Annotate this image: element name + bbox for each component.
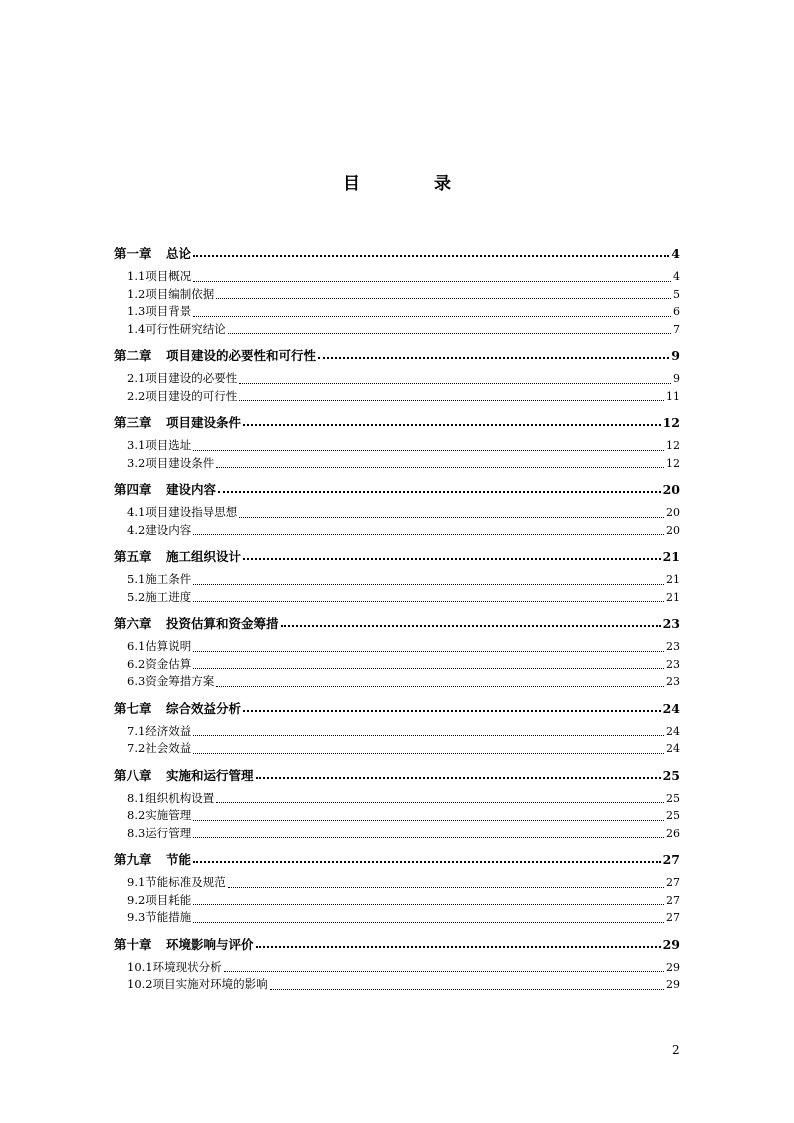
section-page-number: 11	[666, 389, 680, 403]
section-title: 1.4可行性研究结论	[127, 321, 226, 336]
toc-section-entry[interactable]	[114, 976, 680, 994]
toc-chapter-entry[interactable]	[114, 244, 680, 261]
toc-section-entry[interactable]	[114, 504, 680, 522]
dot-leader	[216, 801, 664, 803]
section-title: 1.3项目背景	[127, 304, 192, 318]
dot-leader	[218, 490, 661, 493]
toc-section-entry[interactable]	[114, 740, 680, 758]
chapter-page-number: 27	[662, 852, 680, 867]
toc-section-entry[interactable]	[114, 388, 680, 406]
section-title: 5.2施工进度	[127, 589, 192, 604]
chapter-title: 建设内容	[166, 482, 217, 497]
section-page-number: 27	[666, 911, 680, 924]
toc-chapter-entry[interactable]	[114, 766, 680, 783]
page-number: 2	[672, 1043, 680, 1057]
chapter-heading	[114, 850, 191, 868]
dot-leader	[239, 382, 671, 384]
section-page-number: 6	[673, 305, 680, 318]
chapter-heading	[114, 244, 191, 262]
toc-section-entry[interactable]	[114, 909, 680, 927]
dot-leader	[193, 921, 664, 923]
dot-leader	[193, 449, 664, 451]
toc-section-entry[interactable]	[114, 268, 680, 286]
dot-leader	[193, 600, 664, 602]
section-title: 6.3资金筹措方案	[127, 674, 215, 688]
section-title: 8.1组织机构设置	[127, 790, 215, 805]
toc-section-entry[interactable]	[114, 303, 680, 321]
section-page-number: 5	[673, 287, 680, 301]
section-page-number: 27	[666, 893, 680, 907]
section-title: 2.2项目建设的可行性	[127, 388, 238, 403]
chapter-number: 第四章	[114, 482, 152, 497]
section-title: 7.1经济效益	[127, 723, 192, 738]
section-page-number: 23	[666, 640, 680, 653]
toc-section-entry[interactable]	[114, 370, 680, 388]
section-page-number: 25	[666, 791, 680, 805]
chapter-heading	[114, 480, 216, 498]
dot-leader	[239, 516, 664, 518]
section-title: 10.2项目实施对环境的影响	[127, 977, 268, 991]
dot-leader	[228, 332, 671, 334]
chapter-number: 第九章	[114, 852, 152, 867]
section-title: 2.1项目建设的必要性	[127, 371, 238, 385]
chapter-page-number: 29	[662, 936, 680, 952]
chapter-number: 第十章	[114, 936, 152, 952]
chapter-number: 第一章	[114, 246, 152, 261]
section-title: 10.1环境现状分析	[127, 959, 222, 974]
toc-section-entry[interactable]	[114, 874, 680, 892]
dot-leader	[256, 776, 661, 779]
toc-chapter-entry[interactable]	[114, 547, 680, 564]
section-page-number: 7	[673, 322, 680, 336]
chapter-heading	[114, 547, 241, 565]
toc-section-entry[interactable]	[114, 825, 680, 843]
chapter-heading	[114, 413, 241, 431]
section-title: 9.3节能措施	[127, 910, 192, 924]
toc-section-entry[interactable]	[114, 455, 680, 473]
chapter-title: 节能	[166, 852, 192, 867]
toc-section-entry[interactable]	[114, 673, 680, 691]
chapter-number: 第六章	[114, 616, 152, 631]
chapter-title: 环境影响与评价	[166, 936, 254, 952]
dot-leader	[193, 903, 664, 905]
dot-leader	[216, 685, 664, 687]
toc-section-entry[interactable]	[114, 589, 680, 607]
chapter-number: 第二章	[114, 348, 152, 363]
dot-leader	[318, 356, 669, 359]
toc-section-entry[interactable]	[114, 656, 680, 674]
chapter-title: 项目建设条件	[166, 415, 242, 430]
section-page-number: 12	[666, 439, 680, 452]
section-title: 9.2项目耗能	[127, 892, 192, 907]
dot-leader	[193, 752, 664, 754]
section-title: 8.3运行管理	[127, 825, 192, 840]
toc-title: 目 录	[343, 174, 485, 194]
table-of-contents	[114, 244, 680, 994]
chapter-page-number: 12	[662, 415, 680, 430]
section-title: 6.2资金估算	[127, 656, 192, 671]
chapter-title: 施工组织设计	[166, 549, 242, 564]
dot-leader	[243, 557, 661, 560]
chapter-title: 实施和运行管理	[166, 767, 254, 783]
section-page-number: 21	[666, 573, 680, 586]
toc-section-entry[interactable]	[114, 790, 680, 808]
toc-chapter-entry[interactable]	[114, 413, 680, 430]
toc-section-entry[interactable]	[114, 959, 680, 977]
chapter-page-number: 20	[662, 482, 680, 497]
dot-leader	[239, 399, 664, 401]
chapter-title: 投资估算和资金筹措	[166, 616, 279, 631]
chapter-heading	[114, 699, 241, 717]
section-page-number: 24	[666, 724, 680, 738]
chapter-heading	[114, 346, 316, 364]
toc-section-entry[interactable]	[114, 286, 680, 304]
toc-section-entry[interactable]	[114, 723, 680, 741]
section-title: 7.2社会效益	[127, 741, 192, 755]
chapter-heading	[114, 766, 254, 784]
section-title: 1.1项目概况	[127, 269, 192, 283]
chapter-page-number: 4	[671, 246, 680, 261]
toc-section-entry[interactable]	[114, 437, 680, 455]
chapter-title: 总论	[166, 246, 192, 261]
toc-section-entry[interactable]	[114, 807, 680, 825]
dot-leader	[224, 970, 664, 972]
chapter-page-number: 25	[662, 767, 680, 783]
section-page-number: 25	[666, 809, 680, 822]
dot-leader	[193, 734, 664, 736]
section-page-number: 20	[666, 506, 680, 519]
section-page-number: 20	[666, 523, 680, 537]
chapter-number: 第七章	[114, 700, 152, 716]
dot-leader	[193, 533, 664, 535]
toc-chapter-entry[interactable]	[114, 346, 680, 363]
section-page-number: 29	[666, 960, 680, 974]
dot-leader	[193, 315, 671, 317]
toc-chapter-entry[interactable]	[114, 935, 680, 952]
dot-leader	[193, 860, 661, 863]
section-page-number: 24	[666, 742, 680, 755]
section-title: 1.2项目编制依据	[127, 286, 215, 301]
chapter-title: 项目建设的必要性和可行性	[166, 348, 317, 363]
section-title: 9.1节能标准及规范	[127, 875, 226, 889]
dot-leader	[243, 423, 661, 426]
dot-leader	[193, 667, 664, 669]
section-page-number: 23	[666, 675, 680, 688]
chapter-page-number: 24	[662, 700, 680, 716]
section-page-number: 9	[673, 372, 680, 385]
toc-chapter-entry[interactable]	[114, 850, 680, 867]
section-title: 3.2项目建设条件	[127, 455, 215, 470]
dot-leader	[193, 280, 671, 282]
section-page-number: 26	[666, 826, 680, 840]
dot-leader	[193, 819, 664, 821]
section-title: 8.2实施管理	[127, 808, 192, 822]
section-page-number: 4	[673, 270, 680, 283]
toc-chapter-entry[interactable]	[114, 614, 680, 631]
section-page-number: 29	[666, 978, 680, 991]
toc-chapter-entry[interactable]	[114, 480, 680, 497]
chapter-number: 第三章	[114, 415, 152, 430]
toc-section-entry[interactable]	[114, 522, 680, 540]
dot-leader	[281, 624, 661, 627]
chapter-heading	[114, 935, 254, 953]
chapter-page-number: 21	[662, 549, 680, 564]
toc-section-entry[interactable]	[114, 571, 680, 589]
chapter-page-number: 9	[671, 348, 680, 363]
section-page-number: 27	[666, 876, 680, 889]
dot-leader	[193, 650, 664, 652]
dot-leader	[270, 988, 664, 990]
section-title: 5.1施工条件	[127, 572, 192, 586]
dot-leader	[193, 583, 664, 585]
section-title: 3.1项目选址	[127, 438, 192, 452]
dot-leader	[216, 466, 664, 468]
section-title: 4.2建设内容	[127, 522, 192, 537]
dot-leader	[193, 254, 669, 257]
dot-leader	[243, 709, 661, 712]
toc-section-entry[interactable]	[114, 321, 680, 339]
section-page-number: 12	[666, 456, 680, 470]
chapter-page-number: 23	[662, 616, 680, 631]
toc-section-entry[interactable]	[114, 638, 680, 656]
section-page-number: 21	[666, 590, 680, 604]
chapter-title: 综合效益分析	[166, 700, 242, 716]
dot-leader	[193, 836, 664, 838]
chapter-number: 第五章	[114, 549, 152, 564]
chapter-number: 第八章	[114, 767, 152, 783]
toc-chapter-entry[interactable]	[114, 699, 680, 716]
dot-leader	[256, 945, 661, 948]
dot-leader	[216, 297, 671, 299]
section-title: 6.1估算说明	[127, 639, 192, 653]
toc-section-entry[interactable]	[114, 892, 680, 910]
section-title: 4.1项目建设指导思想	[127, 505, 238, 519]
section-page-number: 23	[666, 657, 680, 671]
dot-leader	[228, 886, 664, 888]
chapter-heading	[114, 614, 279, 632]
